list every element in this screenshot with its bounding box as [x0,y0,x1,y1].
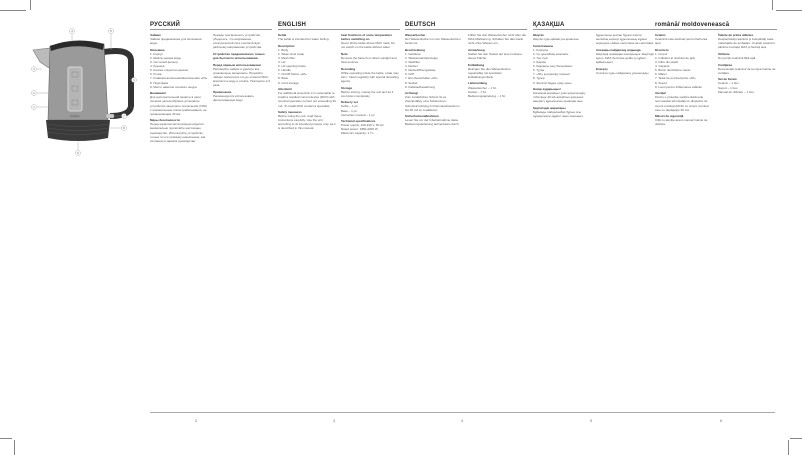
text-block [213,33,271,49]
paragraph: Deconectaţi ceainicul de la reţea înainte de curăţare. [718,66,776,75]
subheading: Перед первым использованием [213,62,261,67]
text-block [278,44,336,85]
text-block [405,91,463,111]
text-block [341,119,399,135]
paragraph: Stellen Sie den Sockel auf eine trockene, ebene Fläche. [468,51,523,60]
callout-2: 2 [33,92,35,95]
text-block [150,48,208,89]
text-block [341,52,399,64]
subheading: Note [341,51,348,56]
list-item: Sockel – 1 St. [468,89,487,94]
paragraph: Reinigen Sie den Wasserkocher regelmäßig mit speziellen Entkalkungsmitteln. [468,66,511,79]
text-column [278,33,336,138]
text-block [468,63,526,79]
subheading: Atenţie! [655,91,667,96]
list-item: 9. Место намотки сетевого шнура [150,84,197,89]
list-item: 7. Клавиша включения/выключения «0/I» [150,76,208,81]
callout-1: 1 [33,106,35,109]
paragraph: Бұйымды пайдаланбас бұрын осы нұсқаулықты мұқият оқып шығыңыз. [533,110,584,119]
subheading: Kettle [278,33,287,37]
text-block [533,33,591,41]
text-block [341,100,399,116]
subheading: Beschreibung [405,47,426,52]
section-title: РУССКИЙ [150,22,272,30]
subheading: Înainte de prima utilizare [718,33,754,37]
text-column [150,33,208,145]
subheading: Қауіпсіздік шаралары [533,106,566,110]
subheading: Сипаттамасы [533,43,554,48]
list-item: 3. Filtru din plasă [655,60,678,65]
callout-4: 4 [71,30,73,33]
list-item: Bedienungsanleitung – 1 St. [468,93,506,98]
language-section [405,22,527,129]
list-item: 2. Indicator al nivelului de apă [655,55,695,60]
footer-rule [150,412,775,413]
list-item: 8. Base [278,76,289,81]
text-block [150,33,208,45]
list-item: 4. Қақпақ [533,60,546,65]
text-block [213,63,271,88]
callout-5: 5 [110,30,112,33]
paragraph: Der Wasserkocher ist zum Wasserkochen bestimmt. [405,37,461,46]
list-item: Power supply: 220-240 V, 50 Hz [341,123,384,128]
list-item: 7. Tasta de pornire/oprire «0/I» [655,76,696,81]
list-item: 5. Buton deschidere capac [655,68,691,73]
list-item: 2. Water level scale [278,51,305,56]
list-item: 6. Handle [278,68,291,73]
subheading: Anmerkung [468,47,485,52]
list-item: Manual de utilizare – 1 buc. [718,89,755,94]
list-item: 2. Шкала уровня воды [150,55,181,60]
brand-logo: Polaris [70,114,80,118]
subheading: Чайник [150,33,161,37]
list-item: 6. Ручка [150,72,162,77]
subheading: Внимание! [150,91,166,96]
crop-mark [14,440,15,455]
list-item: 4. Lid [278,60,286,65]
crop-mark [790,438,802,439]
paragraph: Қосымша қорғаныс үшін қоректендіру тізбегінде 30 мА аспайтын қорғаныс ажырату құрылғысын орнатқан жөн. [533,91,586,104]
subheading: Safety measures [278,110,302,115]
list-item: Ceainic – 1 buc. [718,81,740,86]
subheading: Ceainic [655,33,666,37]
text-block [405,48,463,89]
subheading: Entkalkung [468,62,485,67]
list-item: Instruction manual – 1 pc. [341,112,376,117]
text-column [533,33,591,121]
list-item: 2. Су деңгейінің шкаласы [533,51,569,56]
subheading: Ескерту [596,66,608,71]
paragraph: Never fill the kettle above MAX mark. Do not switch on the kettle without water. [341,41,396,50]
section-title: română/ moldovenească [655,22,777,30]
paragraph: Lesen Sie vor der Inbetriebnahme diese Bedienungsanleitung aufmerksam durch. [405,118,460,127]
paragraph: Сүзілген суды пайдалану ұсынылады. [596,70,650,75]
text-column [468,33,526,129]
list-item: 3. Siebfilter [405,60,421,65]
subheading: Technical specifications [341,119,376,124]
paragraph: Before using the unit, read these instructions carefully. Use the unit according to its intended purpose only, as it is described in this manual. [278,114,336,131]
paragraph: Перед началом эксплуатации изделия внимательно прочитайте настоящее руководство. Используйте устройство только по его прямому назначению, как изложено в данном руководстве. [150,122,206,143]
text-block [533,106,591,118]
language-section [533,22,655,121]
text-block [596,48,654,64]
crop-mark [788,440,789,455]
subheading: Curăţarea [718,62,733,67]
subheading: Примечание [213,89,232,94]
page-number: 5 [590,418,593,423]
subheading: Шәугім [533,33,544,37]
page-number: 2 [195,418,198,423]
subheading: Описание [150,47,165,52]
list-item: 7. «0/I» қосу/өшіру пернесі [533,72,570,77]
list-item: 4. Deckel [405,64,418,69]
text-block [405,33,463,45]
text-block [596,33,654,45]
subheading: Description [278,43,295,48]
callout-7: 7 [123,115,125,118]
text-column [655,33,713,129]
list-item: 3. Сетчатый фильтр [150,60,178,65]
text-column [405,33,463,129]
section-title: ҚАЗАҚША [533,22,655,30]
text-column [341,33,399,138]
list-item: 5. Deckelöffnungstaste [405,68,436,73]
section-title: ENGLISH [278,22,400,30]
text-block [655,48,713,89]
text-block [213,90,271,102]
subheading: Delivery set [341,100,358,105]
paragraph: The kettle is intended for water boiling. [278,37,330,42]
text-block [341,86,399,98]
subheading: Attention! [278,87,293,92]
text-block [468,81,526,97]
language-section [150,22,272,145]
paragraph: Распакуйте чайник и удалите все упаковочные материалы. Промойте чайник. Наполните его до отметки MAX, вскипятите воду и слейте. Повторите 2-3 раза. [213,66,271,88]
subheading: Măsuri de siguranţă [655,114,684,119]
list-item: 1. Corpul [655,51,668,56]
text-block [150,118,208,143]
language-section [655,22,777,129]
subheading: Устройство предназначено только для бытового использования. [213,51,265,60]
list-item: 5. Қақпақты ашу батырмасы [533,64,573,69]
subheading: Descriere [655,47,669,52]
list-item: 8. Тұғыр [533,76,545,81]
subheading: Назар аударыңыз! [533,87,561,92]
text-column [213,33,271,145]
paragraph: Құрылғыны қоспас бұрын электр желісінің кернеуі құрылғының жұмыс кернеуіне сәйкес келетініне көз жеткізіңіз. [596,33,654,46]
list-item: 2. Wasserstandsanzeige [405,55,438,60]
list-item: 6. Mâner [655,72,667,77]
text-block [278,87,336,107]
list-item: 3. Тор сүзгі [533,55,549,60]
callout-6: 6 [133,79,135,82]
list-item: 6. Griff [405,72,414,77]
text-block [655,114,713,126]
paragraph: Remove the base from direct sunlight and heat sources. [341,55,397,65]
text-column [596,33,654,121]
text-block [718,52,776,60]
subheading: Lieferumfang [468,81,488,86]
text-block [341,67,399,83]
callout-8: 8 [123,127,125,130]
list-item: 1. Body [278,47,289,52]
paragraph: For additional protection it is reasonable to install a residual current device (RCD) with nominal operation current not exceeding 30 mA. To install RCD contact a specialist. [278,91,336,108]
text-block [718,63,776,75]
text-block [655,33,713,45]
list-item: 1. Gehäuse [405,51,421,56]
subheading: Utilizare [718,51,730,56]
text-block [468,33,526,45]
text-block [405,114,463,126]
paragraph: Рекомендуется использовать фильтрованную воду. [213,93,254,102]
crop-mark [0,438,12,439]
text-block [468,48,526,60]
paragraph: Citiţi cu atenţie acest manual înainte de utilizare. [655,118,708,127]
text-block [596,67,654,75]
page-number: 6 [720,418,723,423]
list-item: Base – 1 pc. [341,108,358,113]
list-item: Kettle – 1 pc. [341,104,359,109]
text-block [533,44,591,85]
list-item: 3. Mesh filter [278,55,296,60]
crop-mark [776,10,802,11]
crop-mark [30,0,31,10]
list-item: 9. Желілік бауды орау орны [533,80,572,85]
text-block [718,33,776,49]
list-item: Maximum capacity: 1.7 L [341,131,375,136]
text-block [278,33,336,41]
text-block [213,52,271,60]
subheading: Achtung! [405,91,419,96]
text-block [278,110,336,130]
text-block [341,33,399,49]
paragraph: Before storing, unplug the unit and let it cool down completely. [341,89,394,98]
paragraph: Nu porniţi ceainicul fără apă. [718,55,757,60]
paragraph: Zum zusätzlichen Schutz ist es zweckmäßig, eine Fehlerstrom-Schutzeinrichtung mit Nennauslösestrom bis 30 mA zu installieren. [405,95,460,112]
subheading: Sicherheitsmaßnahmen [405,114,439,119]
list-item: 7. Ein-/Ausschalter «0/I» [405,76,438,81]
callout-9: 9 [77,152,79,155]
list-item: 5. Lid opening button [278,64,307,69]
text-column [718,33,776,129]
callout-3: 3 [33,68,35,71]
paragraph: Despachetaţi ceainicul şi îndepărtaţi toate materialele de ambalare. Umpleţi ceainicul până la marcajul MAX şi fierbeţi apa. [718,37,775,50]
list-item: 9. Locul pentru înfășurarea cablului [655,84,702,89]
subheading: Storage [341,85,353,90]
list-item: 1. Корпусы [533,47,549,52]
subheading: heat functions of some temperature before switching on. [341,33,393,42]
list-item: 4. Capacul [655,64,670,69]
paragraph: Для дополнительной защиты в цепи питания целесообразно установить устройство защитного отключения (УЗО) с номинальным током срабатывания, не превышающим 30 мА. [150,95,207,116]
kettle-diagram [0,20,150,160]
paragraph: Прежде чем включить устройство, убедитесь, что напряжение электрической сети соответствует рабочему напряжению устройства. [213,33,262,50]
text-block [718,77,776,93]
page-number: 4 [461,418,464,423]
list-item: 7. On/Off button «0/I» [278,72,307,77]
paragraph: Шәугім суды қайнатуға арналған. [533,37,580,42]
list-item: Wasserkocher – 1 St. [468,85,497,90]
list-item: 6. Тұтқа [533,68,545,73]
language-section [278,22,400,138]
list-item: 9. Kabelaufbewahrung [405,84,436,89]
text-block [655,91,713,111]
crop-mark [0,10,26,11]
list-item: 9. Cord storage [278,80,299,85]
page-number: 3 [333,418,336,423]
subheading: Меры безопасности [150,118,180,123]
paragraph: Ceainicul este destinat pentru fierberea apei. [655,37,708,46]
list-item: 8. Подставка [150,80,168,85]
subheading: Set de livrare [718,77,737,82]
subheading: Алғашқы пайдалану алдында [596,47,641,52]
paragraph: Чайник предназначен для кипячения воды. [150,37,202,46]
list-item: 8. Sockel [405,80,418,85]
paragraph: Füllen Sie den Wasserkocher nicht über die MAX-Markierung. Schalten Sie das Gerät nicht ohne Wasser ein. [468,33,526,46]
list-item: 1. Корпус [150,51,164,56]
paragraph: Pentru o protecţie suplimentară este recomandat să instalaţi un dispozitiv de curent rezidual (RCD) cu curent nominal care nu depăşeşte 30 mA. [655,95,709,112]
list-item: Rated power: 1850-2200 W [341,127,378,132]
text-block [150,91,208,116]
paragraph: While operating inside the kettle, scale may form. Clean regularly with special descaling agents. [341,70,399,83]
paragraph: Шәугімді орамадан шығарыңыз. Шәугімді жуып, MAX белгісіне дейін су құйып, қайнатыңыз. [596,51,654,65]
list-item: 8. Suport [655,80,668,85]
text-block [533,87,591,103]
list-item: 4. Крышка [150,64,165,69]
section-title: DEUTSCH [405,22,527,30]
subheading: Wasserkocher [405,33,426,37]
list-item: Suport – 1 buc. [718,85,739,90]
crop-mark [772,0,773,10]
subheading: Descaling [341,66,356,71]
list-item: 5. Кнопка открытия крышки [150,68,189,73]
